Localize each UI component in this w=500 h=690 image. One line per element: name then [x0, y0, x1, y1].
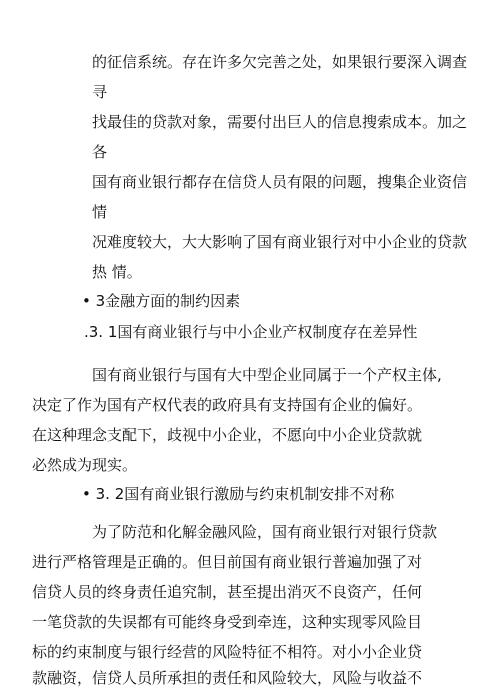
text-line: 在这种理念支配下，歧视中小企业，不愿向中小企业贷款就: [32, 426, 423, 444]
text-line: 一笔贷款的失误都有可能终身受到牵连，这种实现零风险目: [32, 613, 423, 631]
text-line: 决定了作为国有产权代表的政府具有支持国有企业的偏好。: [32, 396, 423, 414]
text-line: 为了防范和化解金融风险，国有商业银行对银行贷款: [92, 523, 438, 541]
section-heading: • 3金融方面的制约因素: [82, 292, 241, 310]
text-line: 况难度较大，大大影响了国有商业银行对中小企业的贷款: [92, 233, 468, 251]
text-line: 情: [92, 203, 108, 221]
text-line: 必然成为现实。: [32, 456, 138, 474]
subsection-heading: .3. 1国有商业银行与中小企业产权制度存在差异性: [84, 323, 418, 341]
text-line: 国有商业银行都存在信贷人员有限的问题，搜集企业资信: [92, 173, 468, 191]
text-line: 各: [92, 143, 108, 161]
text-line: 信贷人员的终身责任追究制，甚至提出消灭不良资产，任何: [32, 583, 423, 601]
text-line: 的征信系统。存在许多欠完善之处，如果银行要深入调查: [92, 53, 468, 71]
text-line: 热 情。: [92, 263, 142, 281]
text-line: 寻: [92, 83, 108, 101]
subsection-heading: • 3. 2国有商业银行激励与约束机制安排不对称: [82, 485, 395, 503]
text-line: 国有商业银行与国有大中型企业同属于一个产权主体,: [92, 366, 442, 384]
text-line: 款融资，信贷人员所承担的责任和风险较大，风险与收益不: [32, 669, 423, 687]
text-line: 进行严格管理是正确的。但目前国有商业银行普遍加强了对: [32, 553, 423, 571]
text-line: 找最佳的贷款对象，需要付出巨人的信息搜索成本。加之: [92, 113, 468, 131]
text-line: 标的约束制度与银行经营的风险特征不相符。对小小企业贷: [32, 643, 423, 661]
